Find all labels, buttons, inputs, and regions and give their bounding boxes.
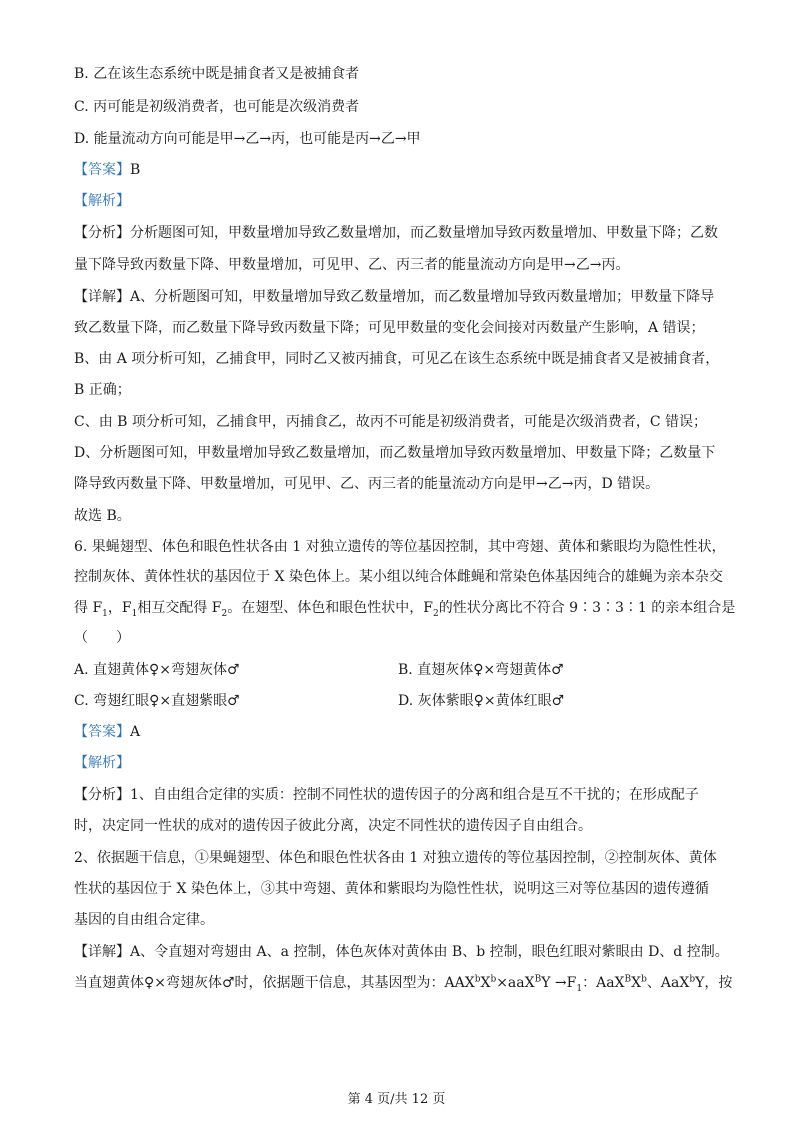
q6-option-a: A. 直翅黄体♀×弯翅灰体♂ (74, 662, 240, 678)
q6-option-c: C. 弯翅红眼♀×直翅紫眼♂ (74, 693, 240, 709)
detail-text: A、令直翅对弯翅由 A、a 控制，体色灰体对黄体由 B、b 控制，眼色红眼对紫眼由 D、d 控制。 (130, 944, 729, 960)
detail-seg: ×aaX (496, 975, 535, 991)
stem-sub: 1 (102, 608, 108, 619)
fenxi-tag: 【分析】 (74, 787, 130, 803)
prev-option-c: C. 丙可能是初级消费者，也可能是次级消费者 (74, 99, 360, 115)
q6-detail-line1 (74, 942, 729, 962)
prev-detail-line4: B 正确； (74, 382, 131, 398)
prev-conclusion: 故选 B。 (74, 508, 131, 524)
prev-detail-line2: 致乙数量下降，而乙数量下降导致丙数量下降；可见甲数量的变化会间接对丙数量产生影响，A 错误； (74, 320, 705, 336)
q6-fenxi-line2: 时，决定同一性状的成对的遗传因子彼此分离，决定不同性状的遗传因子自由组合。 (74, 818, 592, 834)
stem-sub: 2 (432, 608, 439, 619)
q6-stem-line2: 控制灰体、黄体性状的基因位于 X 染色体上。某小组以纯合体雌蝇和常染色体基因纯合的雄蝇为亲本杂交 (74, 569, 723, 585)
detail-seg: X (631, 975, 642, 991)
detail-sub: 1 (576, 983, 583, 994)
fenxi-text: 分析题图可知，甲数量增加导致乙数量增加，而乙数量增加导致丙数量增加、甲数量下降；乙数 (130, 225, 718, 241)
q6-fenxi-line3: 2、依据题干信息，①果蝇翅型、体色和眼色性状各由 1 对独立遗传的等位基因控制，②控制灰体、黄体 (74, 850, 717, 866)
prev-option-d: D. 能量流动方向可能是甲→乙→丙，也可能是丙→乙→甲 (74, 131, 421, 147)
detail-text: A、分析题图可知，甲数量增加导致乙数量增加，而乙数量增加导致丙数量增加；甲数量下降导 (130, 289, 715, 305)
fenxi-text: 1、自由组合定律的实质：控制不同性状的遗传因子的分离和组合是互不干扰的；在形成配子 (130, 787, 699, 803)
stem-seg: 得 F (74, 600, 103, 616)
detail-seg: ：AaX (582, 975, 625, 991)
prev-detail-line7: 降导致丙数量下降、甲数量增加，可见甲、乙、丙三者的能量流动方向是甲→乙→丙，D 错误。 (74, 476, 660, 492)
answer-value: A (130, 724, 141, 740)
detail-sup: b (689, 974, 696, 985)
page-footer: 第 4 页/共 12 页 (347, 1092, 446, 1107)
prev-jiexi-tag: 【解析】 (74, 193, 130, 209)
detail-sup: b (490, 974, 497, 985)
answer-tag: 【答案】 (74, 724, 130, 740)
q6-option-b: B. 直翅灰体♀×弯翅黄体♂ (398, 662, 564, 678)
prev-answer (74, 160, 140, 180)
q6-stem-line1: 6. 果蝇翅型、体色和眼色性状各由 1 对独立遗传的等位基因控制，其中弯翅、黄体和紫眼均为隐性性状， (74, 539, 726, 555)
q6-option-d: D. 灰体紫眼♀×黄体红眼♂ (398, 693, 565, 709)
detail-sup: B (534, 974, 542, 985)
q6-blank: （ ） (74, 630, 130, 646)
stem-seg: 。在翅型、体色和眼色性状中，F (227, 600, 433, 616)
stem-seg: 相互交配得 F (137, 600, 222, 616)
prev-detail-line5: C、由 B 项分析可知，乙捕食甲，丙捕食乙，故丙不可能是初级消费者，可能是次级消费者，C 错误； (74, 414, 708, 430)
stem-sub: 1 (131, 608, 138, 619)
prev-detail-line1 (74, 287, 714, 307)
q6-stem-line3 (74, 598, 735, 618)
detail-seg: 、AaX (646, 975, 690, 991)
prev-detail-line6: D、分析题图可知，甲数量增加导致乙数量增加，而乙数量增加导致丙数量增加、甲数量下降；乙数量下 (74, 445, 716, 461)
detail-seg: X (480, 975, 491, 991)
detail-sup: b (641, 974, 647, 985)
prev-option-b: B. 乙在该生态系统中既是捕食者又是被捕食者 (74, 66, 360, 82)
answer-tag: 【答案】 (74, 162, 130, 178)
answer-value: B (130, 162, 141, 178)
detail-seg: Y，按 (695, 975, 733, 991)
detail-sup: B (624, 974, 632, 985)
detail-seg: Y →F (541, 975, 577, 991)
prev-fenxi-line1 (74, 223, 718, 243)
detail-seg: 当直翅黄体♀×弯翅灰体♂时，依据题干信息，其基因型为：AAX (74, 975, 475, 991)
q6-answer (74, 722, 140, 742)
prev-detail-line3: B、由 A 项分析可知，乙捕食甲，同时乙又被丙捕食，可见乙在该生态系统中既是捕食者又是被捕食者， (74, 351, 720, 367)
q6-jiexi-tag: 【解析】 (74, 755, 130, 771)
stem-sub: 2 (221, 608, 228, 619)
xiangjie-tag: 【详解】 (74, 944, 130, 960)
stem-seg: 的性状分离比不符合 9∶3∶3∶1 的亲本组合是 (438, 600, 736, 616)
q6-fenxi-line4: 性状的基因位于 X 染色体上，③其中弯翅、黄体和紫眼均为隐性性状，说明这三对等位基因的遗传遵循 (74, 881, 709, 897)
fenxi-tag: 【分析】 (74, 225, 130, 241)
xiangjie-tag: 【详解】 (74, 289, 130, 305)
q6-fenxi-line5: 基因的自由组合定律。 (74, 912, 214, 928)
q6-fenxi-line1 (74, 785, 699, 805)
stem-seg: ，F (107, 600, 132, 616)
detail-sup: b (474, 974, 481, 985)
q6-detail-line2 (74, 973, 732, 993)
prev-fenxi-line2: 量下降导致丙数量下降、甲数量增加，可见甲、乙、丙三者的能量流动方向是甲→乙→丙。 (74, 257, 630, 273)
